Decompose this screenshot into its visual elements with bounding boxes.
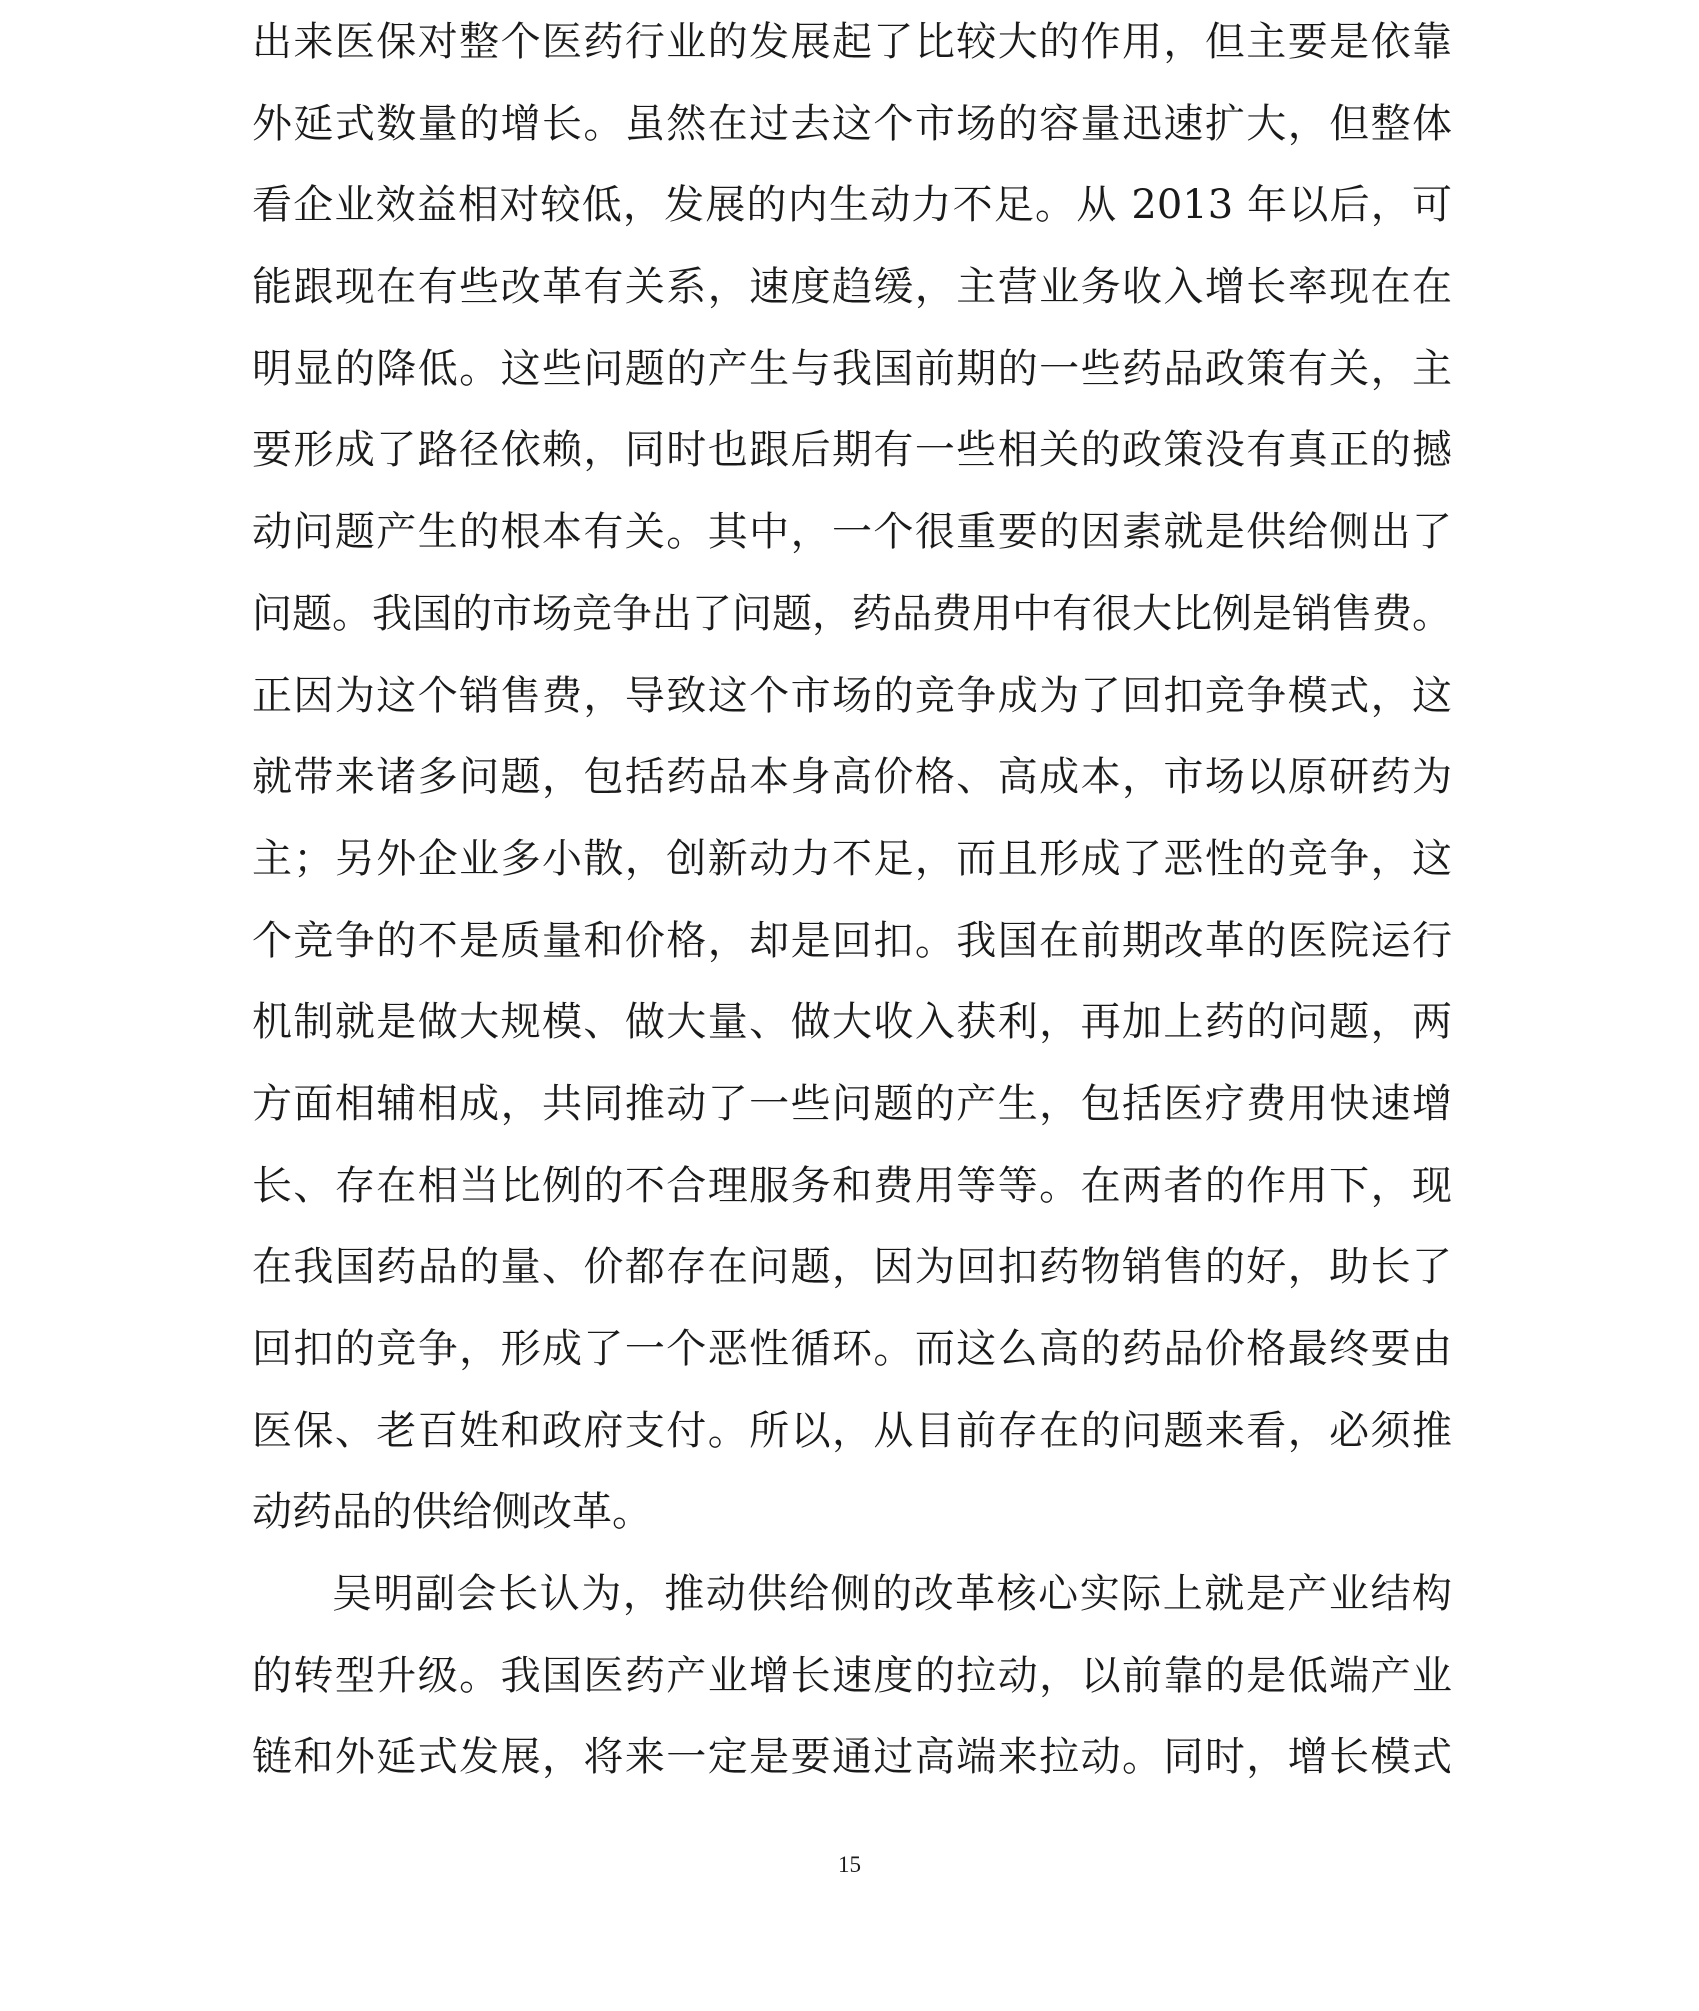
page-number: 15 — [838, 1852, 861, 1877]
text-line: 在我国药品的量、价都存在问题，因为回扣药物销售的好，助长了 — [252, 1244, 1452, 1291]
text-line: 动问题产生的根本有关。其中，一个很重要的因素就是供给侧出了 — [252, 509, 1452, 556]
text-line: 明显的降低。这些问题的产生与我国前期的一些药品政策有关，主 — [252, 345, 1452, 392]
text-line: 个竞争的不是质量和价格，却是回扣。我国在前期改革的医院运行 — [252, 917, 1452, 964]
text-line: 出来医保对整个医药行业的发展起了比较大的作用，但主要是依靠 — [252, 19, 1452, 65]
text-line: 能跟现在有些改革有关系，速度趋缓，主营业务收入增长率现在在 — [252, 264, 1452, 311]
text-line: 回扣的竞争，形成了一个恶性循环。而这么高的药品价格最终要由 — [252, 1326, 1452, 1372]
text-line: 正因为这个销售费，导致这个市场的竞争成为了回扣竞争模式，这 — [252, 672, 1452, 719]
paragraph-start-line: 吴明副会长认为，推动供给侧的改革核心实际上就是产业结构 — [332, 1571, 1452, 1618]
text-line: 要形成了路径依赖，同时也跟后期有一些相关的政策没有真正的撼 — [252, 427, 1452, 474]
text-line: 外延式数量的增长。虽然在过去这个市场的容量迅速扩大，但整体 — [252, 100, 1452, 147]
text-line: 方面相辅相成，共同推动了一些问题的产生，包括医疗费用快速增 — [252, 1080, 1452, 1127]
text-line: 医保、老百姓和政府支付。所以，从目前存在的问题来看，必须推 — [252, 1407, 1452, 1454]
text-line: 问题。我国的市场竞争出了问题，药品费用中有很大比例是销售费。 — [252, 590, 1452, 637]
text-line: 机制就是做大规模、做大量、做大收入获利，再加上药的问题，两 — [252, 999, 1452, 1046]
text-line: 链和外延式发展，将来一定是要通过高端来拉动。同时，增长模式 — [252, 1734, 1452, 1781]
text-line: 的转型升级。我国医药产业增长速度的拉动，以前靠的是低端产业 — [252, 1652, 1452, 1699]
text-line: 主；另外企业多小散，创新动力不足，而且形成了恶性的竞争，这 — [252, 835, 1452, 882]
body-text — [252, 0, 1452, 1799]
text-line: 长、存在相当比例的不合理服务和费用等等。在两者的作用下，现 — [252, 1162, 1452, 1209]
text-line: 动药品的供给侧改革。 — [252, 1489, 652, 1536]
text-line: 就带来诸多问题，包括药品本身高价格、高成本，市场以原研药为 — [252, 754, 1452, 801]
text-line: 看企业效益相对较低，发展的内生动力不足。从 2013 年以后，可 — [252, 182, 1452, 229]
